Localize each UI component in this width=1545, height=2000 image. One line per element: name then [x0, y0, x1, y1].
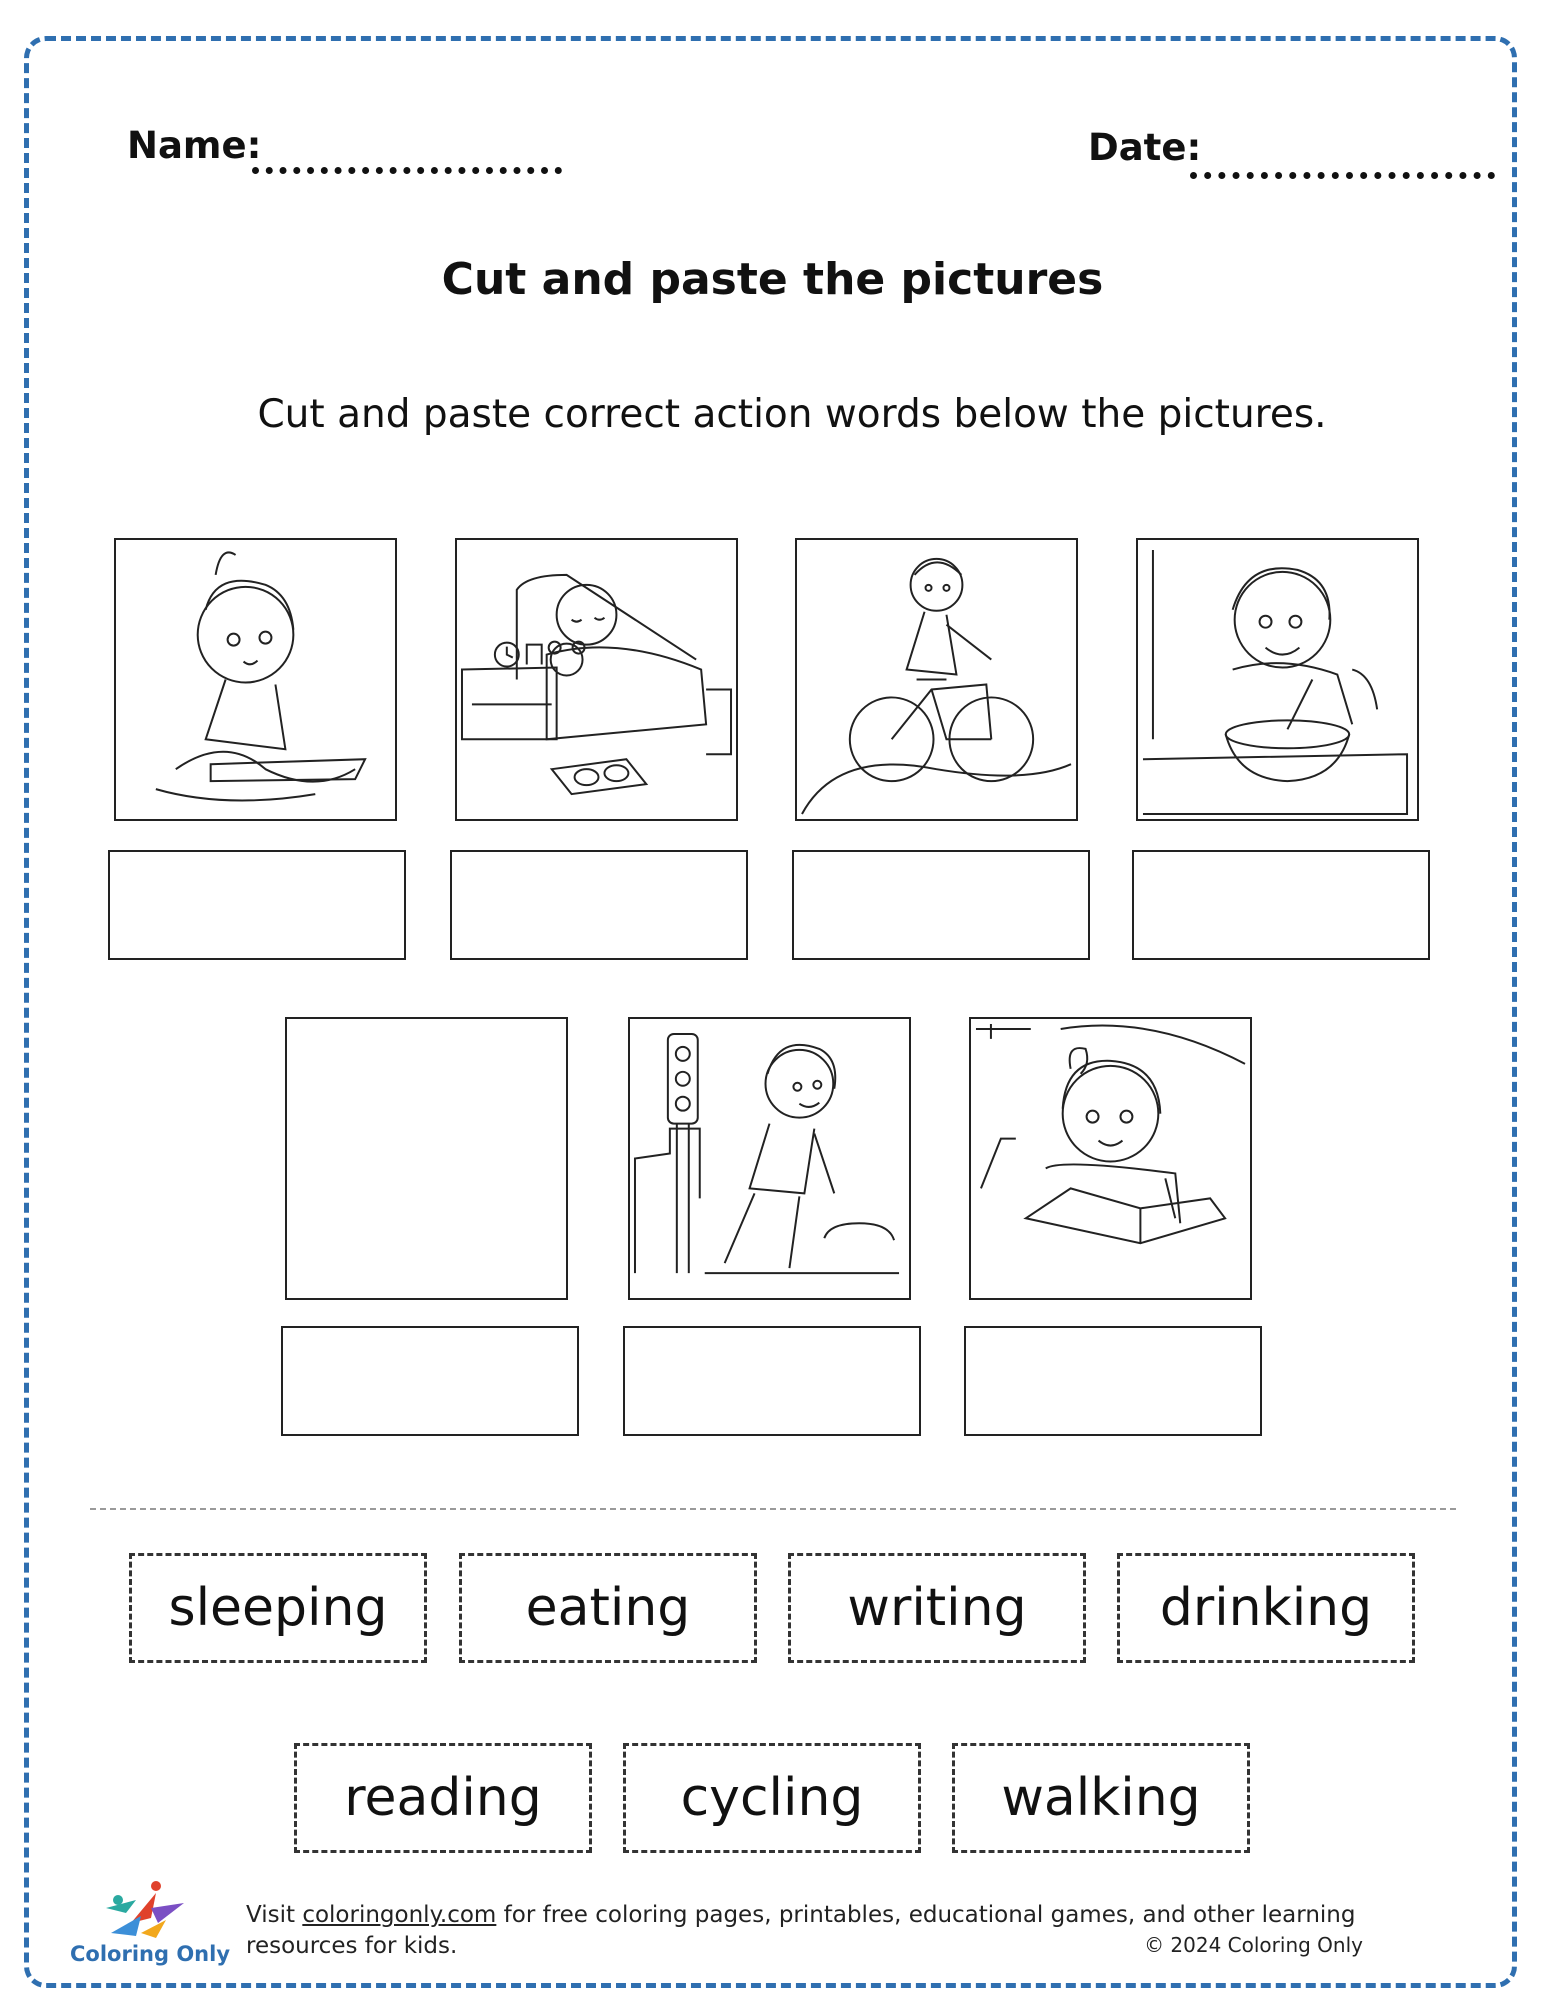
answer-box-2[interactable]	[450, 850, 748, 960]
name-field[interactable]	[252, 167, 562, 174]
answer-box-5[interactable]	[281, 1326, 579, 1436]
word-card[interactable]: cycling	[623, 1743, 921, 1853]
word-card[interactable]: eating	[459, 1553, 757, 1663]
boy-sleeping-icon	[457, 540, 736, 819]
answer-box-1[interactable]	[108, 850, 406, 960]
answer-box-3[interactable]	[792, 850, 1090, 960]
date-label: Date:	[1088, 126, 1202, 169]
picture-girl-writing	[969, 1017, 1252, 1300]
word-card[interactable]: sleeping	[129, 1553, 427, 1663]
picture-boy-eating	[1136, 538, 1419, 821]
picture-girl-reading	[114, 538, 397, 821]
girl-reading-icon	[116, 540, 395, 819]
word-card[interactable]: walking	[952, 1743, 1250, 1853]
girl-writing-icon	[971, 1019, 1250, 1298]
page-title: Cut and paste the pictures	[441, 254, 1104, 305]
page-frame	[24, 36, 1517, 1988]
cut-line	[90, 1508, 1456, 1510]
answer-box-4[interactable]	[1132, 850, 1430, 960]
picture-blank	[285, 1017, 568, 1300]
word-card[interactable]: reading	[294, 1743, 592, 1853]
name-label: Name:	[127, 124, 262, 167]
picture-boy-sleeping	[455, 538, 738, 821]
word-card[interactable]: writing	[788, 1553, 1086, 1663]
footer-link[interactable]: coloringonly.com	[302, 1902, 497, 1928]
answer-box-6[interactable]	[623, 1326, 921, 1436]
logo-text: Coloring Only	[70, 1942, 231, 1966]
logo-icon	[96, 1878, 188, 1940]
boy-eating-icon	[1138, 540, 1417, 819]
boy-walking-icon	[630, 1019, 909, 1298]
instruction-text: Cut and paste correct action words below the pictures.	[257, 392, 1327, 437]
answer-box-7[interactable]	[964, 1326, 1262, 1436]
girl-cycling-icon	[797, 540, 1076, 819]
footer-description: for free coloring pages, printables, educational games, and other learning resources for kids.	[246, 1902, 1356, 1959]
picture-boy-walking	[628, 1017, 911, 1300]
word-card[interactable]: drinking	[1117, 1553, 1415, 1663]
date-field[interactable]	[1190, 172, 1495, 179]
picture-girl-cycling	[795, 538, 1078, 821]
copyright: © 2024 Coloring Only	[1144, 1933, 1363, 1957]
footer-visit: Visit	[246, 1902, 296, 1928]
